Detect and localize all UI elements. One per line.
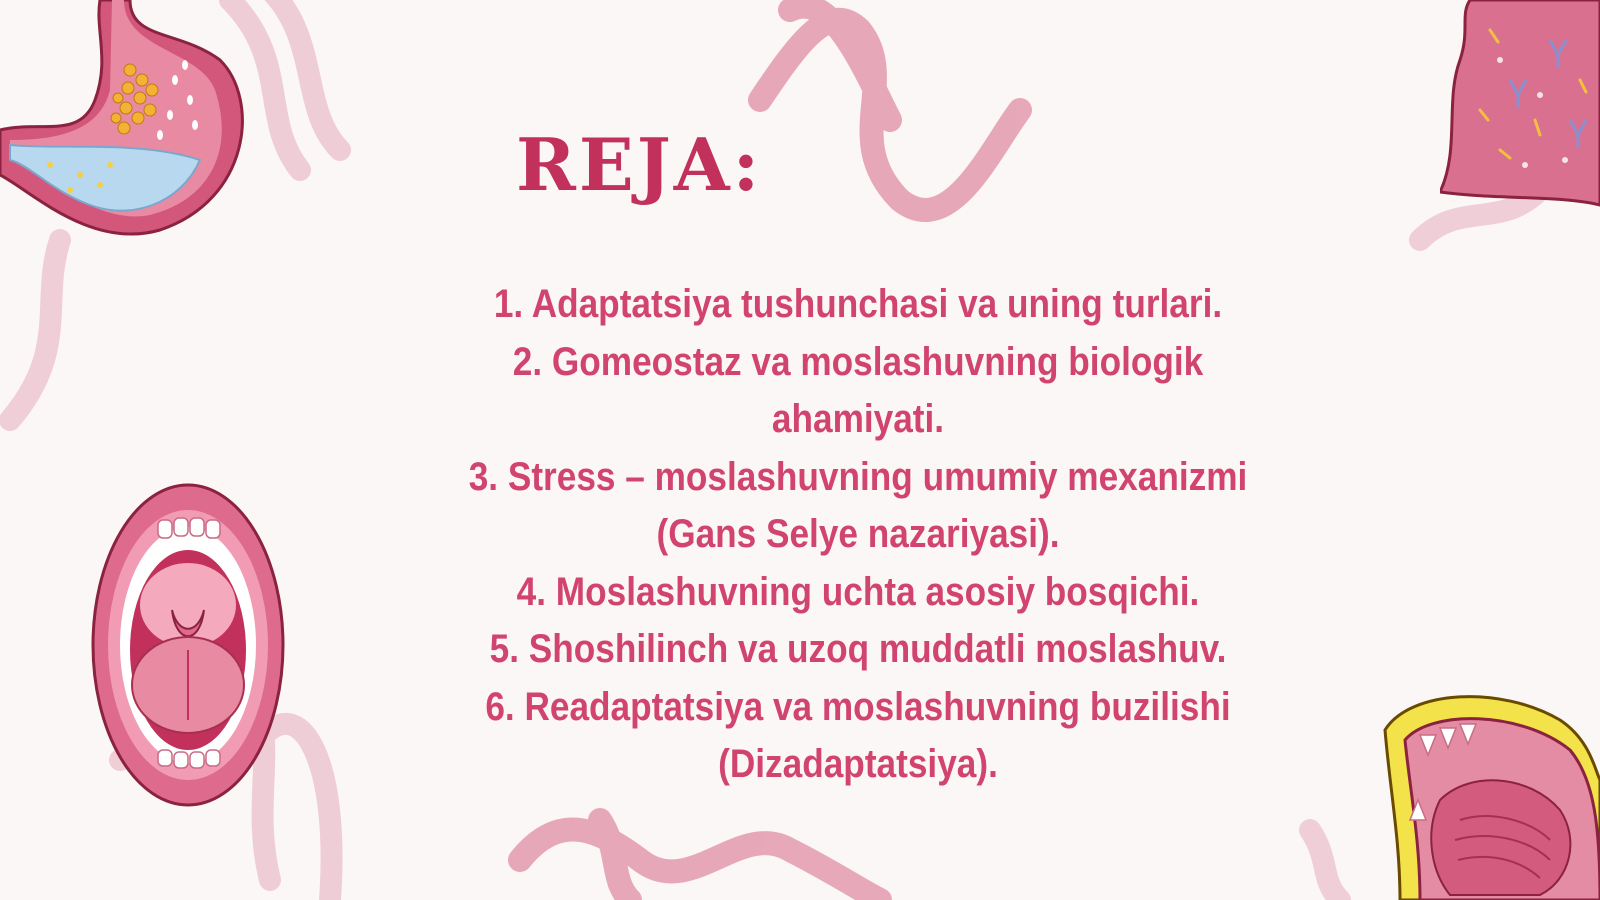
slide-title: REJA: [516, 122, 763, 207]
plan-item-6: 6. Readaptatsiya va moslashuvning buzilishi (Dizadaptatsiya). [485, 684, 1231, 786]
plan-item-4: 4. Moslashuvning uchta asosiy bosqichi. [516, 569, 1200, 614]
plan-item-2: 2. Gomeostaz va moslashuvning biologik ahamiyati. [512, 339, 1204, 441]
plan-item-5: 5. Shoshilinch va uzoq muddatli moslashuv. [489, 627, 1227, 671]
stomach-icon [0, 0, 250, 240]
open-mouth-icon [88, 480, 288, 810]
plan-item-3: 3. Stress – moslashuvning umumiy mexanizmi (Gans Selye nazariyasi). [468, 454, 1248, 556]
intestine-wall-icon [1440, 0, 1600, 210]
plan-list [400, 276, 1316, 794]
plan-item-1: 1. Adaptatsiya tushunchasi va uning turlari. [493, 282, 1223, 326]
oral-cavity-section-icon [1380, 690, 1600, 900]
